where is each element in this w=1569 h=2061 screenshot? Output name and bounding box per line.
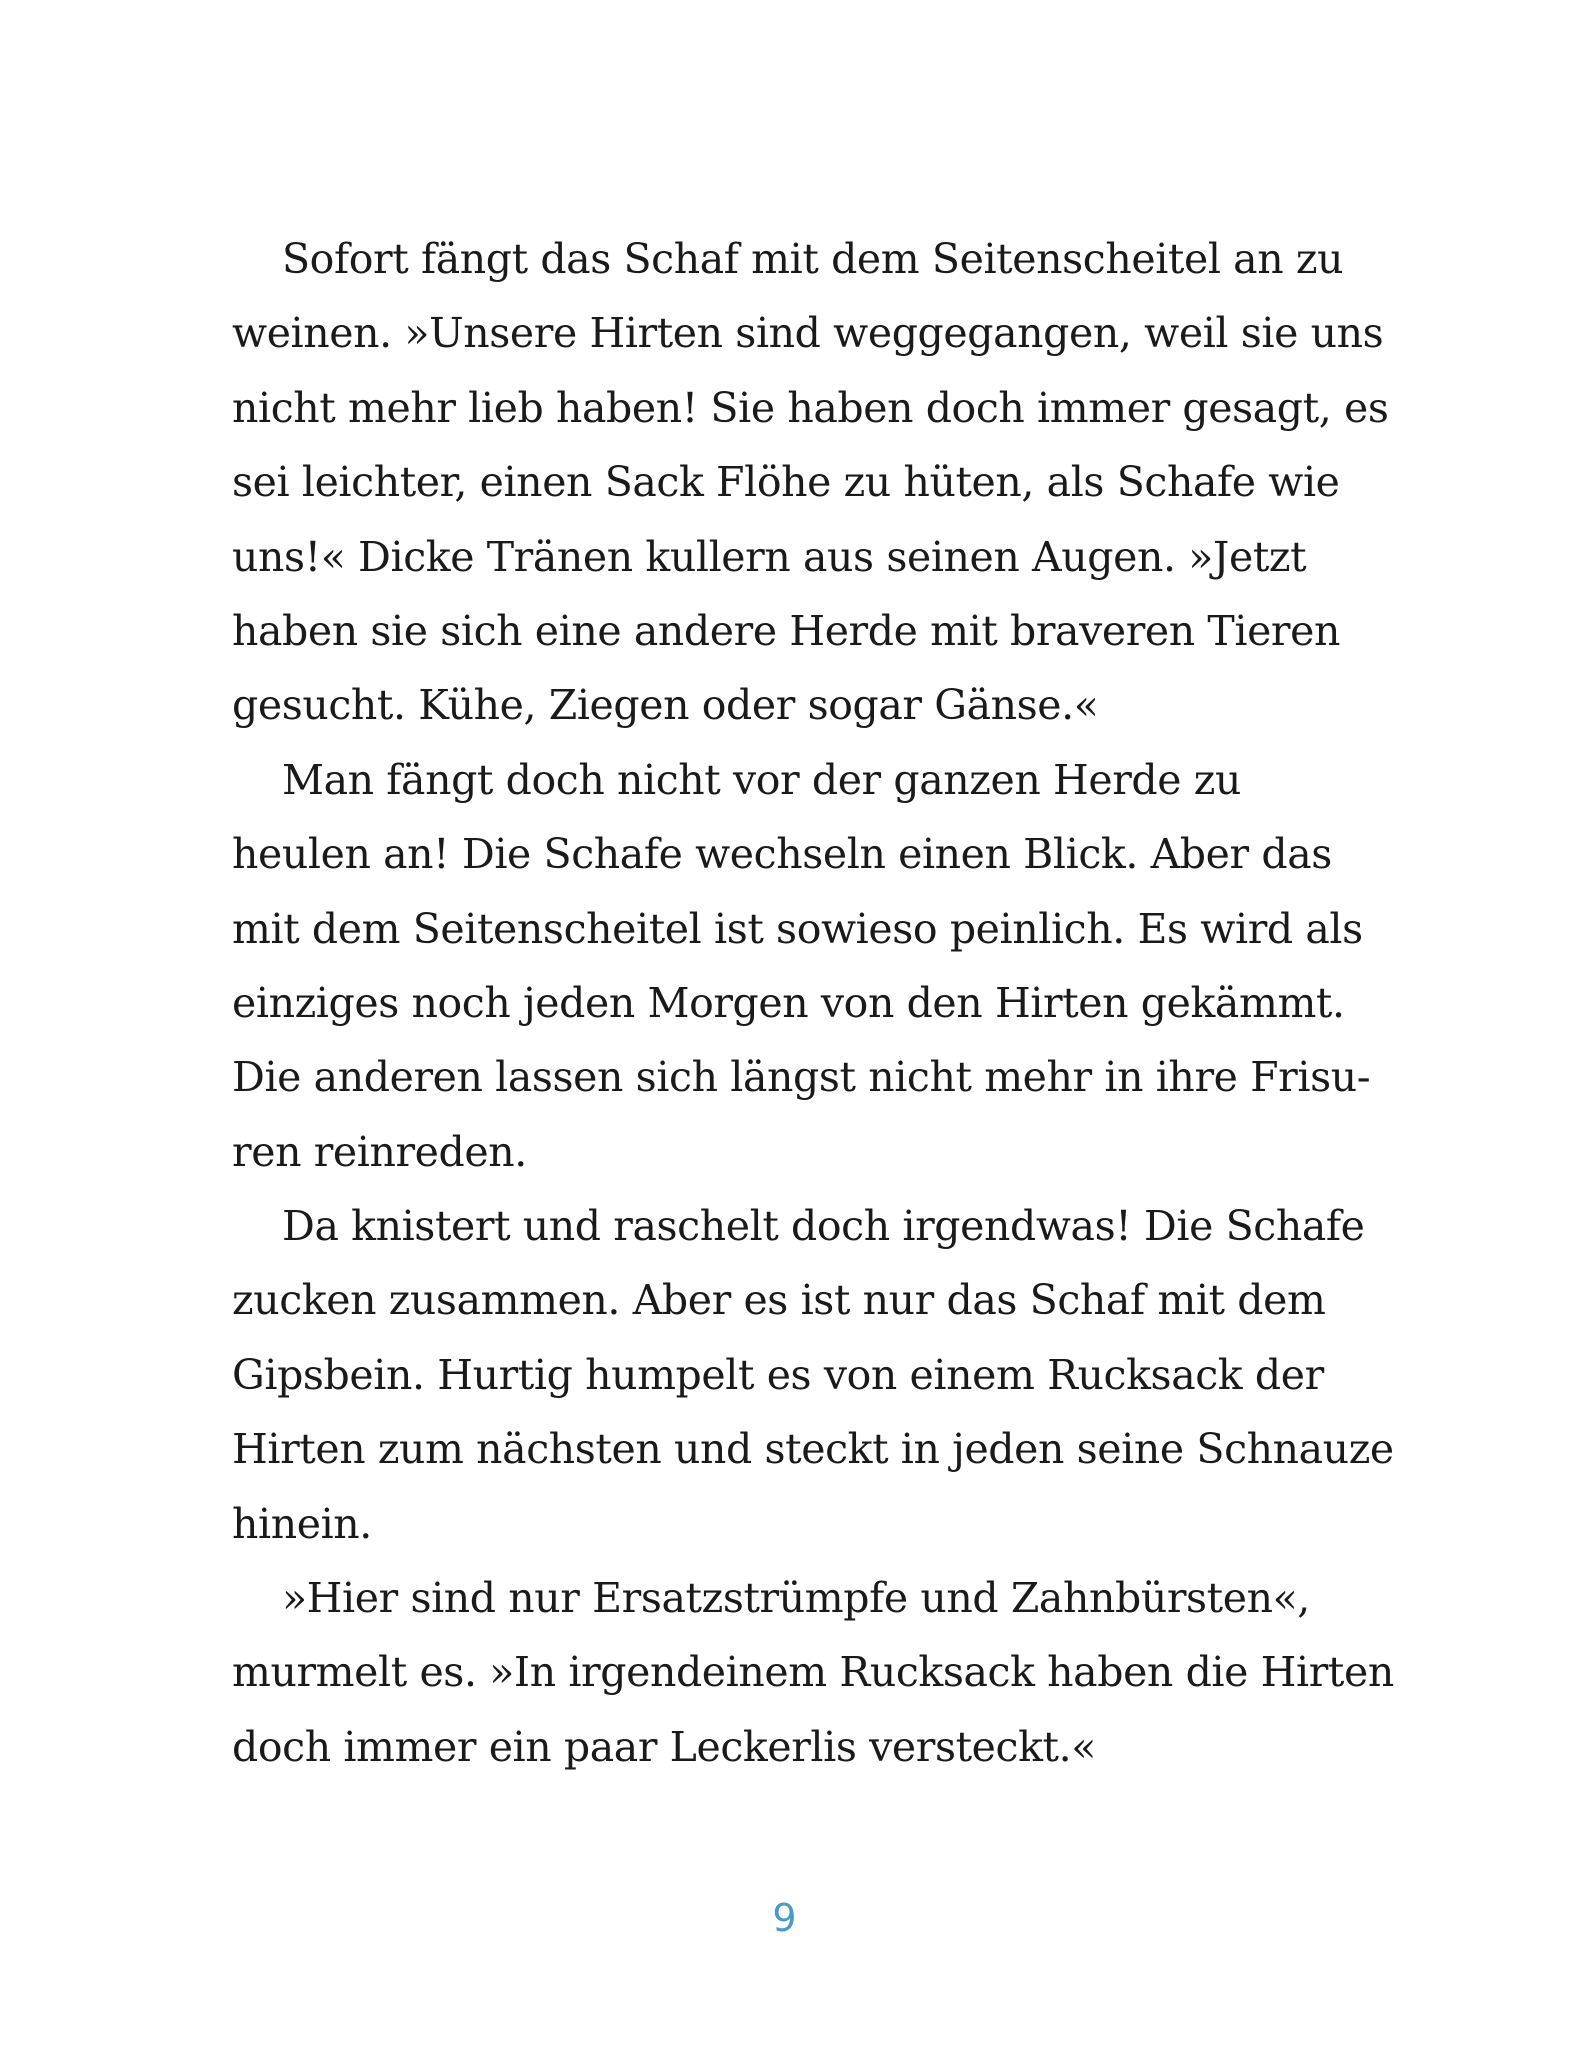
text-line: Man fängt doch nicht vor der ganzen Herde zu [282, 755, 1241, 804]
page-number: 9 [772, 1896, 797, 1940]
text-line: einziges noch jeden Morgen von den Hirten gekämmt. [232, 978, 1345, 1027]
text-line: murmelt es. »In irgendeinem Rucksack haben die Hirten [232, 1648, 1394, 1697]
text-line: haben sie sich eine andere Herde mit braveren Tieren [232, 606, 1341, 655]
text-line: doch immer ein paar Leckerlis versteckt.« [232, 1722, 1096, 1771]
text-line: Da knistert und raschelt doch irgendwas! Die Schafe [282, 1202, 1365, 1251]
text-line: zucken zusammen. Aber es ist nur das Schaf mit dem [232, 1276, 1326, 1325]
text-line: hinein. [232, 1499, 372, 1548]
text-line: uns!« Dicke Tränen kullern aus seinen Augen. »Jetzt [232, 532, 1307, 581]
body-text [232, 222, 1394, 1784]
text-line: Sofort fängt das Schaf mit dem Seitenscheitel an zu [282, 235, 1344, 283]
text-line: Die anderen lassen sich längst nicht mehr in ihre Frisu- [232, 1053, 1371, 1102]
text-line: mit dem Seitenscheitel ist sowieso peinlich. Es wird als [232, 904, 1363, 953]
text-line: nicht mehr lieb haben! Sie haben doch immer gesagt, es [232, 383, 1389, 432]
text-line: sei leichter, einen Sack Flöhe zu hüten, als Schafe wie [232, 458, 1340, 507]
text-line: Gipsbein. Hurtig humpelt es von einem Rucksack der [232, 1350, 1324, 1399]
text-line: gesucht. Kühe, Ziegen oder sogar Gänse.« [232, 681, 1099, 730]
text-line: »Hier sind nur Ersatzstrümpfe und Zahnbürsten«, [282, 1574, 1310, 1623]
text-line: ren reinreden. [232, 1127, 527, 1176]
text-line: Hirten zum nächsten und steckt in jeden seine Schnauze [232, 1425, 1394, 1474]
text-line: weinen. »Unsere Hirten sind weggegangen, weil sie uns [232, 309, 1384, 358]
text-line: heulen an! Die Schafe wechseln einen Blick. Aber das [232, 830, 1332, 879]
